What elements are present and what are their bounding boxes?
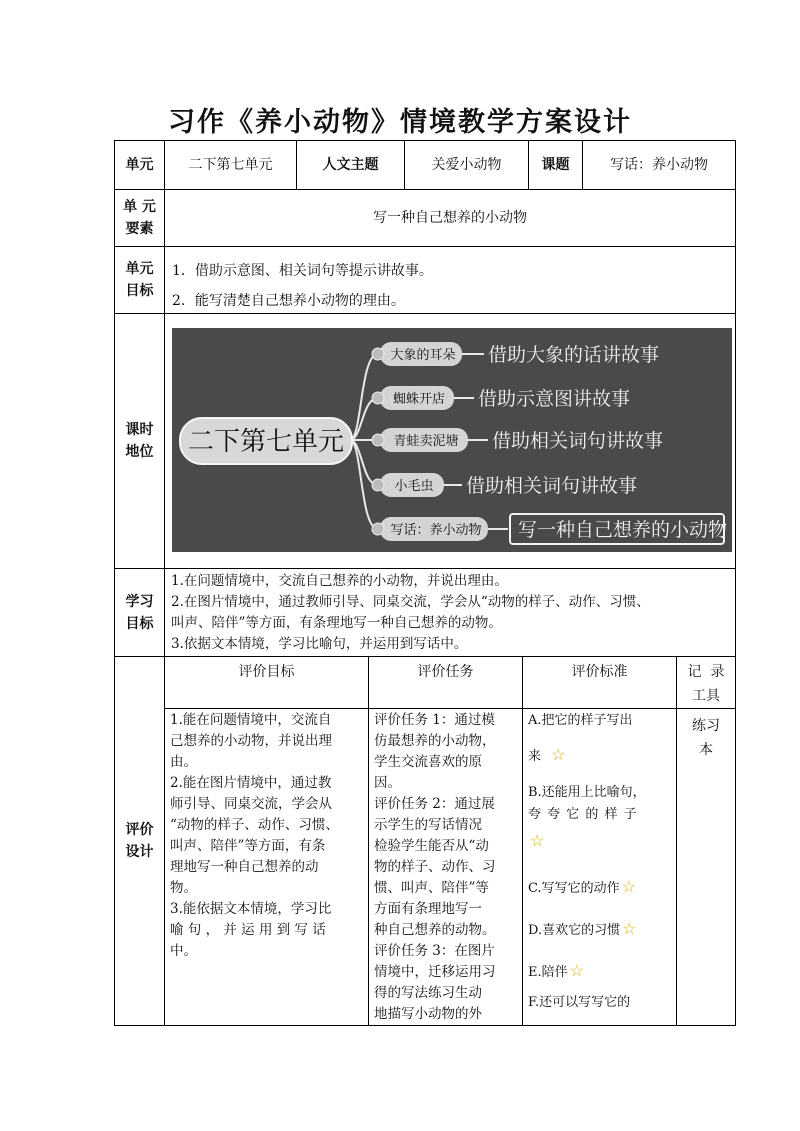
element-label-line1: 单 元 <box>123 199 156 215</box>
eval-task-line: 评价任务 1：通过模 <box>374 712 495 728</box>
header-eval-goal: 评价目标 <box>238 664 295 680</box>
unit-value: 二下第七单元 <box>188 157 273 173</box>
eval-goal-line: 物。 <box>170 880 197 896</box>
eval-task-line: 仿最想养的小动物， <box>374 733 496 749</box>
row-divider <box>164 708 736 709</box>
eval-task-line: 评价任务 3：在图片 <box>374 943 495 959</box>
table-border-bottom <box>114 1025 736 1026</box>
unit-goal-2: 2．能写清楚自己想养小动物的理由。 <box>172 293 405 309</box>
collapse-dot-icon <box>372 523 384 535</box>
column-divider <box>368 656 369 1026</box>
collapse-dot-icon <box>372 479 384 491</box>
eval-task-line: 评价任务 2：通过展 <box>374 796 495 812</box>
learning-goal-line: 3.依据文本情境，学习比喻句，并运用到写话中。 <box>171 636 468 652</box>
eval-goal-line: 中。 <box>170 943 197 959</box>
eval-task-line: 情境中，迁移运用习 <box>374 964 496 980</box>
row-divider <box>114 246 736 247</box>
eval-task-content <box>374 710 520 1025</box>
theme-value: 关爱小动物 <box>431 157 502 173</box>
learning-goals <box>171 571 735 655</box>
lesson-plan-table <box>114 140 736 1026</box>
theme-label: 人文主题 <box>322 157 379 173</box>
standard-d <box>528 918 636 941</box>
evaluation-design-label <box>115 657 164 1025</box>
learning-goal-line: 叫声、陪伴”等方面，有条理地写一种自己想养的动物。 <box>171 615 502 631</box>
standard-c-text: C.写写它的动作 <box>528 881 620 896</box>
lesson-position-label-line1: 课时 <box>125 422 154 438</box>
eval-task-line: 种自己想养的动物。 <box>374 922 496 938</box>
eval-task-line: 示学生的写话情况 <box>374 817 482 833</box>
lesson-position-label <box>115 314 164 568</box>
collapse-dot-icon <box>372 348 384 360</box>
record-tool-line1: 练习 <box>692 718 720 734</box>
column-divider <box>522 656 523 1026</box>
eval-goal-line: 师引导、同桌交流，学会从 <box>170 796 332 812</box>
collapse-dot-icon <box>372 434 384 446</box>
standard-c <box>528 876 636 899</box>
mindmap-desc-text: 借助相关词句讲故事 <box>466 475 638 497</box>
record-tool-value <box>677 714 735 762</box>
unit-goal-label-line2: 目标 <box>125 283 154 299</box>
eval-task-line: 惯、叫声、陪伴”等 <box>374 880 489 896</box>
lesson-position-label-line2: 地位 <box>125 444 154 460</box>
mindmap-node-text: 青蛙卖泥塘 <box>393 434 459 449</box>
table-border-right <box>735 140 736 1026</box>
eval-goal-line: 理地写一种自己想养的动 <box>170 859 319 875</box>
header-record-tool-line1: 记 录 <box>687 664 725 680</box>
element-label <box>115 190 164 246</box>
mindmap-node-text: 蜘蛛开店 <box>392 392 446 407</box>
page-title: 习作《养小动物》情境教学方案设计 <box>168 107 632 138</box>
mindmap-node-text: 小毛虫 <box>394 479 434 494</box>
unit-goals <box>172 254 732 310</box>
eval-task-line: 物的样子、动作、习 <box>374 859 496 875</box>
column-divider <box>676 656 677 1026</box>
standard-a-line2 <box>528 744 565 767</box>
header-record-tool-line2: 工具 <box>692 688 720 704</box>
mindmap-desc-text: 借助相关词句讲故事 <box>492 430 664 452</box>
eval-task-line: 方面有条理地写一 <box>374 901 482 917</box>
eval-task-line: 地描写小动物的外 <box>374 1006 482 1022</box>
mindmap-root-text: 二下第七单元 <box>187 427 345 457</box>
evaluation-design-label-line2: 设计 <box>125 844 154 860</box>
header-eval-standard: 评价标准 <box>571 664 628 680</box>
eval-goal-line: 己想养的小动物，并说出理 <box>170 733 332 749</box>
learning-goal-label <box>115 569 164 656</box>
eval-goal-line: 3.能依据文本情境，学习比 <box>170 901 332 917</box>
star-icon: ☆ <box>530 831 545 850</box>
eval-task-line: 因。 <box>374 775 401 791</box>
star-icon: ☆ <box>551 745 566 764</box>
mindmap-node-text: 大象的耳朵 <box>390 348 456 363</box>
eval-goal-line: 1.能在问题情境中，交流自 <box>170 712 332 728</box>
eval-goal-line: 2.能在图片情境中，通过教 <box>170 775 332 791</box>
standard-b-star <box>528 830 544 853</box>
learning-goal-label-line1: 学习 <box>125 593 154 610</box>
element-label-line2: 要素 <box>125 221 154 237</box>
record-tool-line2: 本 <box>699 742 713 758</box>
eval-task-line: 得的写法练习生动 <box>374 985 482 1001</box>
unit-goal-label <box>115 247 164 313</box>
standard-e <box>528 960 584 983</box>
evaluation-design-label-line1: 评价 <box>125 822 154 838</box>
header-record-tool <box>677 660 735 708</box>
mindmap-node-text: 写话：养小动物 <box>390 523 482 538</box>
learning-goal-line: 1.在问题情境中，交流自己想养的小动物，并说出理由。 <box>171 573 508 589</box>
unit-goal-label-line1: 单元 <box>125 261 154 277</box>
header-eval-task: 评价任务 <box>417 664 474 680</box>
standard-a-line1: A.把它的样子写出 <box>528 713 633 728</box>
mindmap-desc-text: 借助示意图讲故事 <box>478 388 631 410</box>
eval-goal-line: “动物的样子、动作、习惯、 <box>170 817 339 833</box>
collapse-dot-icon <box>372 392 384 404</box>
star-icon: ☆ <box>621 877 636 896</box>
learning-goal-line: 2.在图片情境中，通过教师引导、同桌交流，学会从“动物的样子、动作、习惯、 <box>171 594 650 610</box>
unit-mindmap <box>172 328 732 552</box>
eval-task-line: 检验学生能否从“动 <box>374 838 489 854</box>
eval-goal-line: 叫声、陪伴”等方面，有条 <box>170 838 326 854</box>
unit-label: 单元 <box>125 157 154 173</box>
star-icon: ☆ <box>569 961 584 980</box>
eval-task-line: 学生交流喜欢的原 <box>374 754 482 770</box>
mindmap-desc-text: 写一种自己想养的小动物 <box>518 519 728 541</box>
mindmap-desc-text: 借助大象的话讲故事 <box>488 344 660 366</box>
standard-b-line1: B.还能用上比喻句， <box>528 785 646 800</box>
eval-goal-line: 喻 句 ， 并 运 用 到 写 话 <box>170 922 326 938</box>
standard-e-text: E.陪伴 <box>528 965 568 980</box>
row-divider <box>114 568 736 569</box>
unit-goal-1: 1．借助示意图、相关词句等提示讲故事。 <box>172 263 433 279</box>
learning-goal-label-line2: 目标 <box>125 615 154 632</box>
eval-goal-content <box>170 710 366 962</box>
element-value: 写一种自己想养的小动物 <box>373 210 527 226</box>
topic-value: 写话：养小动物 <box>610 157 708 173</box>
column-divider <box>164 140 165 1026</box>
standard-b-line2: 夸 夸 它 的 样 子 <box>528 807 638 822</box>
standard-d-text: D.喜欢它的习惯 <box>528 923 621 938</box>
eval-goal-line: 由。 <box>170 754 197 770</box>
topic-label: 课题 <box>541 157 570 173</box>
star-icon: ☆ <box>622 919 637 938</box>
standard-a-text: 来 <box>528 749 542 764</box>
standard-f: F.还可以写写它的 <box>528 995 631 1010</box>
